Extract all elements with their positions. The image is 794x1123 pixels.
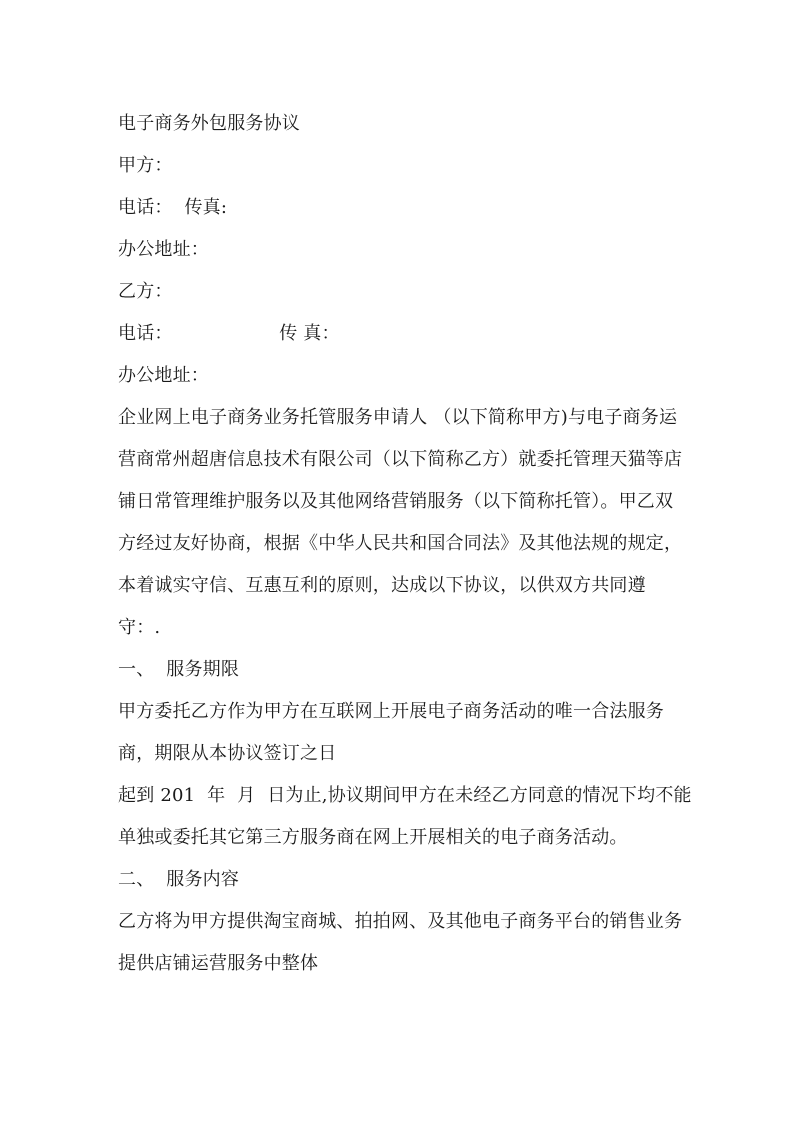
party-b-address: 办公地址： [118, 365, 209, 386]
preamble-line: 营商常州超唐信息技术有限公司（以下简称乙方）就委托管理天猫等店 [118, 449, 683, 470]
section-line: 单独或委托其它第三方服务商在网上开展相关的电子商务活动。 [118, 827, 628, 848]
section-line: 甲方委托乙方作为甲方在互联网上开展电子商务活动的唯一合法服务 [118, 701, 664, 722]
preamble-paragraph [118, 397, 688, 649]
document-title: 电子商务外包服务协议 [118, 113, 300, 134]
party-b-phone-fax: 电话： 传 真： [118, 323, 340, 344]
section-line: 商，期限从本协议签订之日 [118, 743, 337, 764]
preamble-line: 守：. [118, 617, 161, 638]
preamble-line: 本着诚实守信、互惠互利的原则，达成以下协议，以供双方共同遵 [118, 575, 646, 596]
preamble-line: 方经过友好协商，根据《中华人民共和国合同法》及其他法规的规定， [118, 533, 683, 554]
party-a-address: 办公地址： [118, 239, 209, 260]
section-line: 起到 201 年 月 日为止,协议期间甲方在未经乙方同意的情况下均不能 [118, 785, 692, 806]
section-service-content [118, 859, 688, 985]
section-line: 乙方将为甲方提供淘宝商城、拍拍网、及其他电子商务平台的销售业务 [118, 911, 683, 932]
party-b-label: 乙方： [118, 281, 173, 302]
preamble-line: 企业网上电子商务业务托管服务申请人 （以下简称甲方)与电子商务运 [118, 407, 678, 428]
party-a-phone-fax: 电话： 传真: [118, 197, 228, 218]
section-line: 提供店铺运营服务中整体 [118, 953, 319, 974]
preamble-line: 铺日常管理维护服务以及其他网络营销服务（以下简称托管）。甲乙双 [118, 491, 674, 512]
section-heading: 二、 服务内容 [118, 869, 240, 890]
party-a-label: 甲方： [118, 155, 173, 176]
document-page [118, 103, 692, 985]
section-service-term [118, 649, 692, 859]
section-heading: 一、 服务期限 [118, 659, 240, 680]
